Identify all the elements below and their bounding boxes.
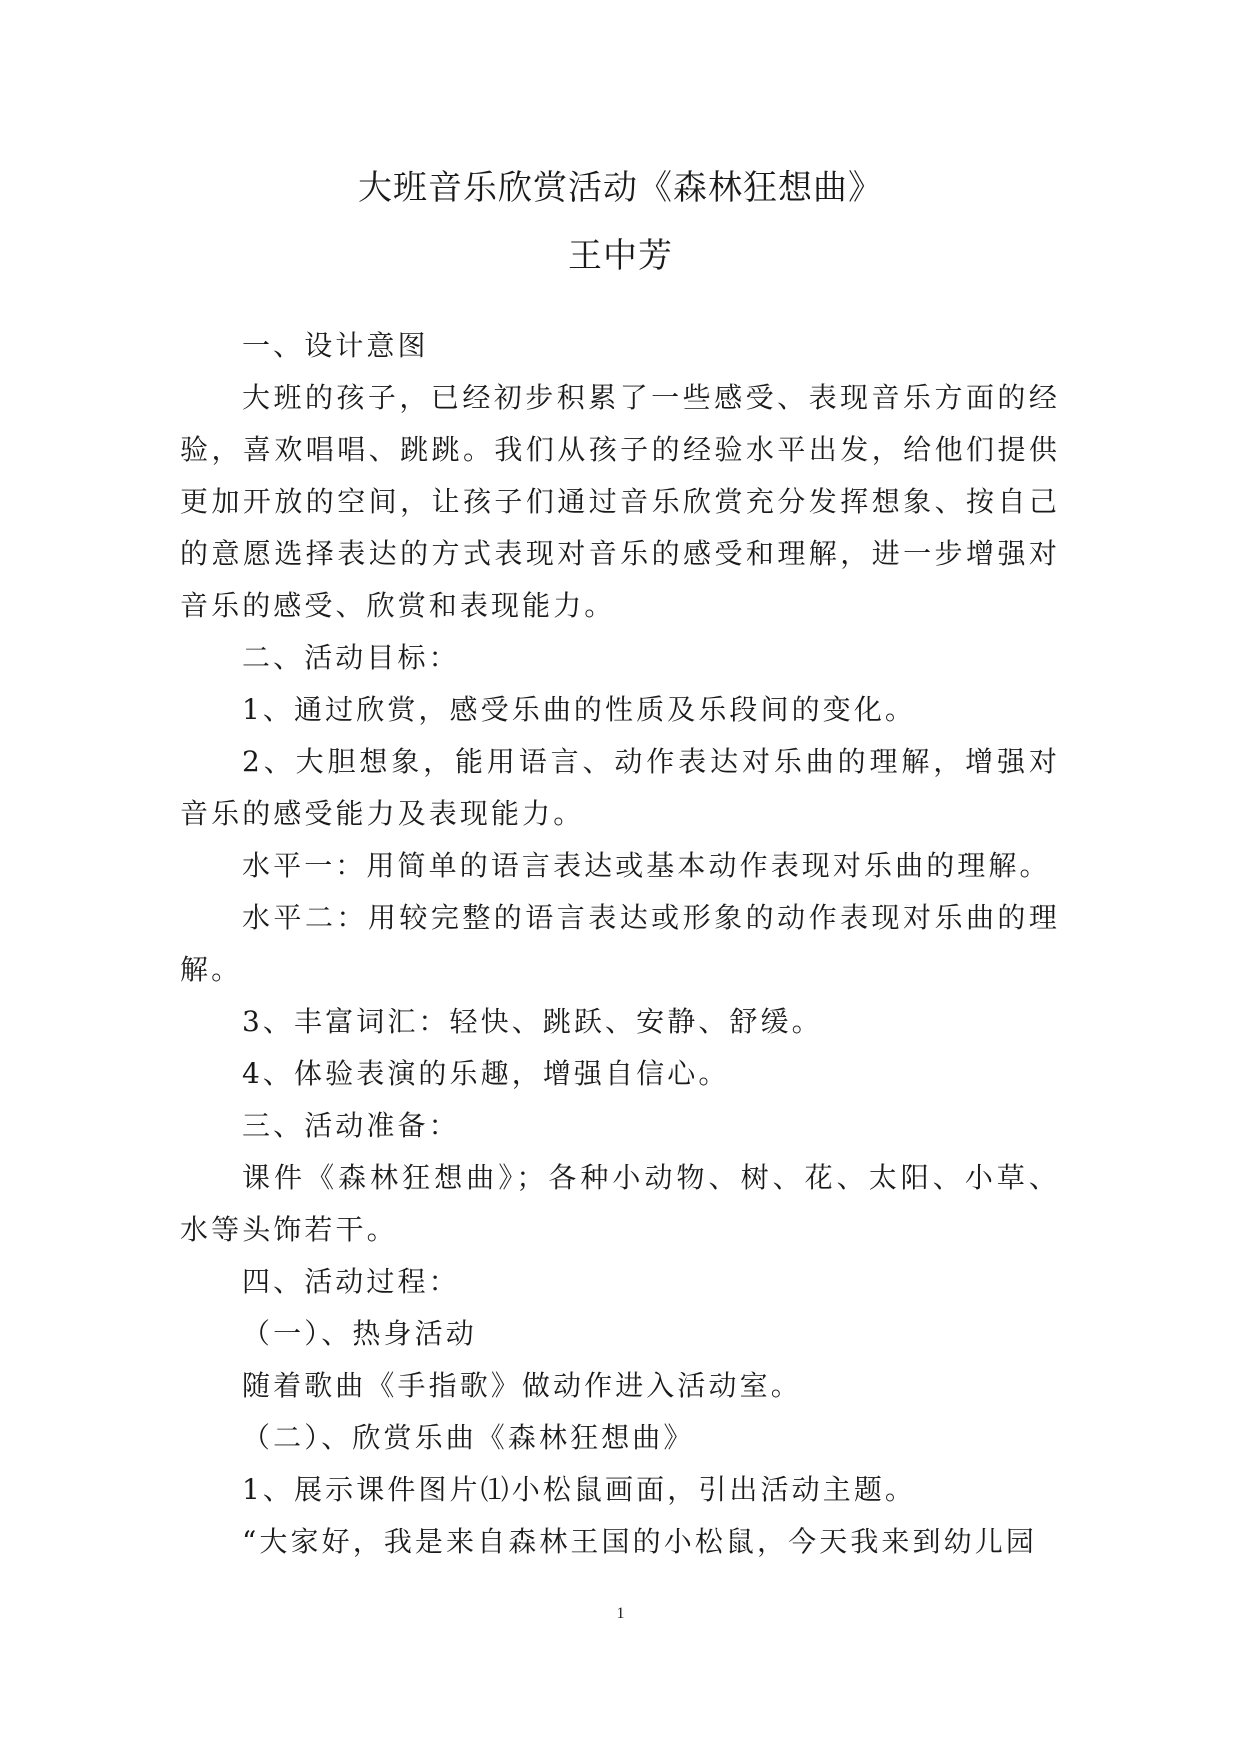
goal-level-1: 水平一：用简单的语言表达或基本动作表现对乐曲的理解。 (242, 849, 1051, 882)
goal-level-2: 水平二：用较完整的语言表达或形象的动作表现对乐曲的理解。 (180, 901, 1060, 986)
process-step-2-quote: “大家好，我是来自森林王国的小松鼠，今天我来到幼儿园 (242, 1525, 1037, 1558)
process-step-1-heading: （一）、热身活动 (242, 1317, 477, 1350)
goal-item-4: 4、体验表演的乐趣，增强自信心。 (242, 1057, 730, 1090)
goal-item-2: 2、大胆想象，能用语言、动作表达对乐曲的理解，增强对音乐的感受能力及表现能力。 (180, 745, 1060, 830)
document-title: 大班音乐欣赏活动《森林狂想曲》 (358, 168, 883, 208)
section-heading-design: 一、设计意图 (242, 329, 429, 362)
goal-item-3: 3、丰富词汇：轻快、跳跃、安静、舒缓。 (242, 1005, 823, 1038)
section-heading-preparation: 三、活动准备： (242, 1109, 460, 1142)
process-step-2-item-1: 1、展示课件图片⑴小松鼠画面，引出活动主题。 (242, 1473, 917, 1506)
process-step-1-text: 随着歌曲《手指歌》做动作进入活动室。 (242, 1369, 802, 1402)
goal-item-1: 1、通过欣赏，感受乐曲的性质及乐段间的变化。 (242, 693, 917, 726)
page-number: 1 (616, 1605, 625, 1622)
document-author: 王中芳 (568, 236, 673, 276)
paragraph-preparation: 课件《森林狂想曲》；各种小动物、树、花、太阳、小草、水等头饰若干。 (180, 1161, 1060, 1246)
document-body (180, 320, 1060, 1568)
process-step-2-heading: （二）、欣赏乐曲《森林狂想曲》 (242, 1421, 695, 1454)
section-heading-process: 四、活动过程： (242, 1265, 460, 1298)
section-heading-goals: 二、活动目标： (242, 641, 460, 674)
paragraph-design-intent: 大班的孩子，已经初步积累了一些感受、表现音乐方面的经验，喜欢唱唱、跳跳。我们从孩子的经验水平出发，给他们提供更加开放的空间，让孩子们通过音乐欣赏充分发挥想象、按自己的意愿选择表达的方式表现对音乐的感受和理解，进一步增强对音乐的感受、欣赏和表现能力。 (180, 381, 1060, 622)
